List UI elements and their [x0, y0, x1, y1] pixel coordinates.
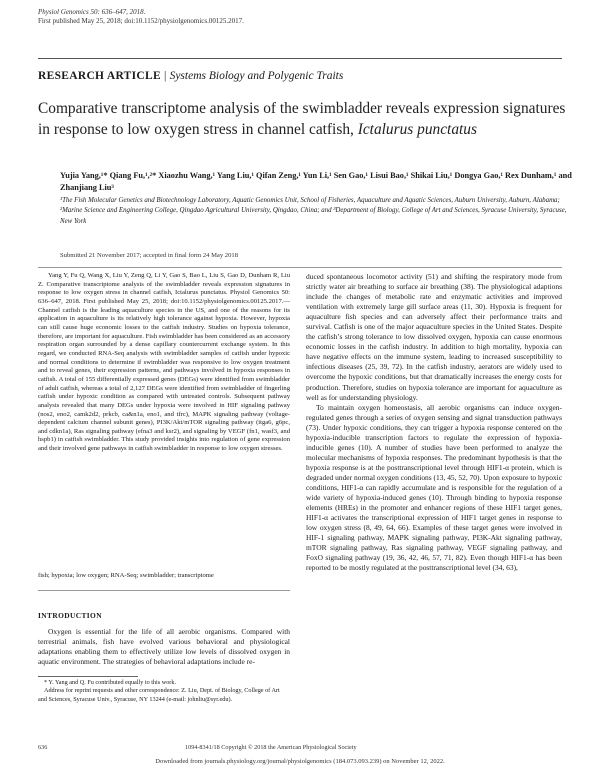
- correspondence-address: Address for reprint requests and other correspondence: Z. Liu, Dept. of Biology, College of Art and Sciences, Syracuse Univ., Syracuse, NY 13244 (e-mail: johnliu@syr.edu).: [38, 687, 280, 703]
- footnote: [38, 679, 290, 704]
- right-para-2: To maintain oxygen homeostasis, all aerobic organisms can induce oxygen-regulated genes through a series of oxygen sensing and signal transduction pathways (73). Under hypoxic conditions, they can trigger a hypoxia response centered on the hypoxia-inducible transcription factors to regulate the expression of hypoxia-inducible genes (10). A number of studies have been performed to analyze the molecular mechanisms of hypoxia responses. The predominant hypothesis is that the hypoxia response is at the posttranscriptional level through HIF1-α protein, which is degraded under normal oxygen conditions (13, 45, 52, 70). Upon exposure to hypoxic conditions, HIF1-α can rapidly accumulate and is responsible for the regulation of a wide variety of hypoxia-induced genes (10). Through binding to hypoxia response elements (HREs) in the promoter and enhancer regions of these HIF1 target genes, HIF1-α activates the transcriptional expression of HIF1 target genes in response to low oxygen stress (8, 49, 64, 66). Examples of these target genes were involved in HIF-1 signaling pathway, MAPK signaling pathway, PI3K-Akt signaling pathway, mTOR signaling pathway, Ras signaling pathway, VEGF signaling pathway, and FoxO signaling pathway (19, 36, 42, 46, 57, 71, 82). Even though HIF1-α has been reported to be mostly regulated at the posttranscriptional level (34, 63),: [306, 402, 562, 573]
- author-list: Yujia Yang,¹* Qiang Fu,¹,²* Xiaozhu Wang,¹ Yang Liu,¹ Qifan Zeng,¹ Yun Li,¹ Sen Gao,¹ Lisui Bao,¹ Shikai Liu,¹ Dongya Gao,¹ Rex Dunham,¹ and Zhanjiang Liu³: [60, 171, 572, 192]
- introduction-paragraph: [38, 627, 290, 667]
- page-number: 636: [38, 744, 48, 751]
- journal-header: [38, 8, 244, 25]
- title-main: Comparative transcriptome analysis of the swimbladder reveals expression signatures in response to low oxygen stress in channel catfish,: [38, 100, 566, 138]
- intro-para-1: Oxygen is essential for the life of all aerobic organisms. Compared with terrestrial animals, fish have evolved various behavioral and physiological adaptations enabling them to effectively utilize low levels of dissolved oxygen in aquatic environment. The strategies of behavioral adaptations include re-: [38, 627, 290, 667]
- introduction-heading: INTRODUCTION: [38, 611, 102, 620]
- abstract: [38, 272, 290, 454]
- title-species: Ictalurus punctatus: [357, 120, 477, 138]
- copyright-line: 1094-8341/18 Copyright © 2018 the American Physiological Society: [185, 744, 357, 751]
- download-notice: Downloaded from journals.physiology.org/journal/physiolgenomics (184.073.093.239) on November 12, 2022.: [155, 758, 445, 765]
- keywords: fish; hypoxia; low oxygen; RNA-Seq; swimbladder; transcriptome: [38, 572, 214, 579]
- affiliations: ¹The Fish Molecular Genetics and Biotechnology Laboratory, Aquatic Genomics Unit, School of Fisheries, Aquaculture and Aquatic Sciences, Auburn University, Auburn, Alabama; ²Marine Science and Engineering College, Qingdao Agricultural University, Qingdao, China; and ³Department of Biology, College of Art and Sciences, Syracuse University, Syracuse, New York: [60, 197, 567, 225]
- article-section: [38, 70, 343, 82]
- abstract-rule: [38, 267, 562, 268]
- footnote-rule: [38, 676, 138, 677]
- published-line: First published May 25, 2018; doi:10.1152/physiolgenomics.00125.2017.: [38, 16, 244, 25]
- submission-dates: Submitted 21 November 2017; accepted in final form 24 May 2018: [60, 252, 238, 259]
- right-column: [306, 272, 562, 573]
- article-type: RESEARCH ARTICLE: [38, 70, 161, 82]
- keywords-rule: [38, 590, 290, 591]
- equal-contribution-note: * Y. Yang and Q. Fu contributed equally to this work.: [44, 679, 176, 686]
- right-para-1: duced spontaneous locomotor activity (51) and shifting the respiratory mode from strictly water air breathing to surface air breathing (38). The physiological adaptions include the changes of metabolic rate and enzymatic activities and improved ventilation with extremely large gill surface areas (11, 30). Hypoxia is frequent for aquaculture fish species and can adversely affect their performance traits and survival. Catfish is one of the major aquaculture species in the United States. Despite the catfish’s strong tolerance to low dissolved oxygen, hypoxia can cause enormous economic losses in the catfish industry. In addition to high mortality, hypoxia can have negative effects on the immune system, leading to increased susceptibility to infectious diseases (25, 39, 72). In the catfish industry, aerators are widely used to overcome the hypoxic conditions, but that dramatically increases the energy costs for production. Therefore, studies on hypoxia tolerance are important for aquaculture as well as for understanding physiology.: [306, 272, 562, 402]
- abstract-text: Yang Y, Fu Q, Wang X, Liu Y, Zeng Q, Li Y, Gao S, Bao L, Liu S, Gao D, Dunham R, Liu Z. Comparative transcriptome analysis of the swimbladder reveals expression signatures in response to low oxygen stress in channel catfish, Ictalurus punctatus. Physiol Genomics 50: 636–647, 2018. First published May 25, 2018; doi:10.1152/physiolgenomics.00125.2017.—Channel catfish is the leading aquaculture species in the US, and one of the reasons for its application in aquaculture is its relatively high tolerance against hypoxia. However, hypoxia can still cause huge economic losses to the catfish industry. Studies on hypoxia tolerance, therefore, are important for aquaculture. Fish swimbladder has been considered as an accessory respiration organ surrounded by a dense capillary countercurrent exchange system. In this regard, we conducted RNA-Seq analysis with swimbladder samples of catfish under hypoxic and normal conditions to determine if swimbladder was responsive to low oxygen treatment and to reveal genes, their expression patterns, and pathways involved in hypoxia responses in catfish. A total of 155 differentially expressed genes (DEGs) were identified from swimbladder of adult catfish, whereas a total of 2,127 DEGs were identified from swimbladder of fingerling catfish under hypoxic condition as compared with untreated controls. Subsequent pathway analysis revealed that many DEGs under hypoxia were involved in HIF signaling pathway (nos2, eno2, camk2d2, prkcb, ca&n1a, eno1, and tfrc), MAPK signaling pathway (voltage-dependent calcium channel subunit genes), PI3K/Akt/mTOR signaling pathway (itga6, g6pc, and cdkn1a), Ras signaling pathway (efna3 and ksr2), and signaling by VEGF (fn1, wasf3, and hspb1) in catfish swimbladder. This study provided insights into regulation of gene expression and their involved gene pathways in catfish swimbladder in response to low oxygen stresses.: [38, 272, 290, 453]
- header-rule: [38, 58, 562, 59]
- journal-citation: Physiol Genomics 50: 636–647, 2018.: [38, 8, 146, 16]
- section-separator: |: [163, 70, 167, 82]
- article-title: [38, 99, 568, 140]
- article-subject: Systems Biology and Polygenic Traits: [169, 70, 344, 82]
